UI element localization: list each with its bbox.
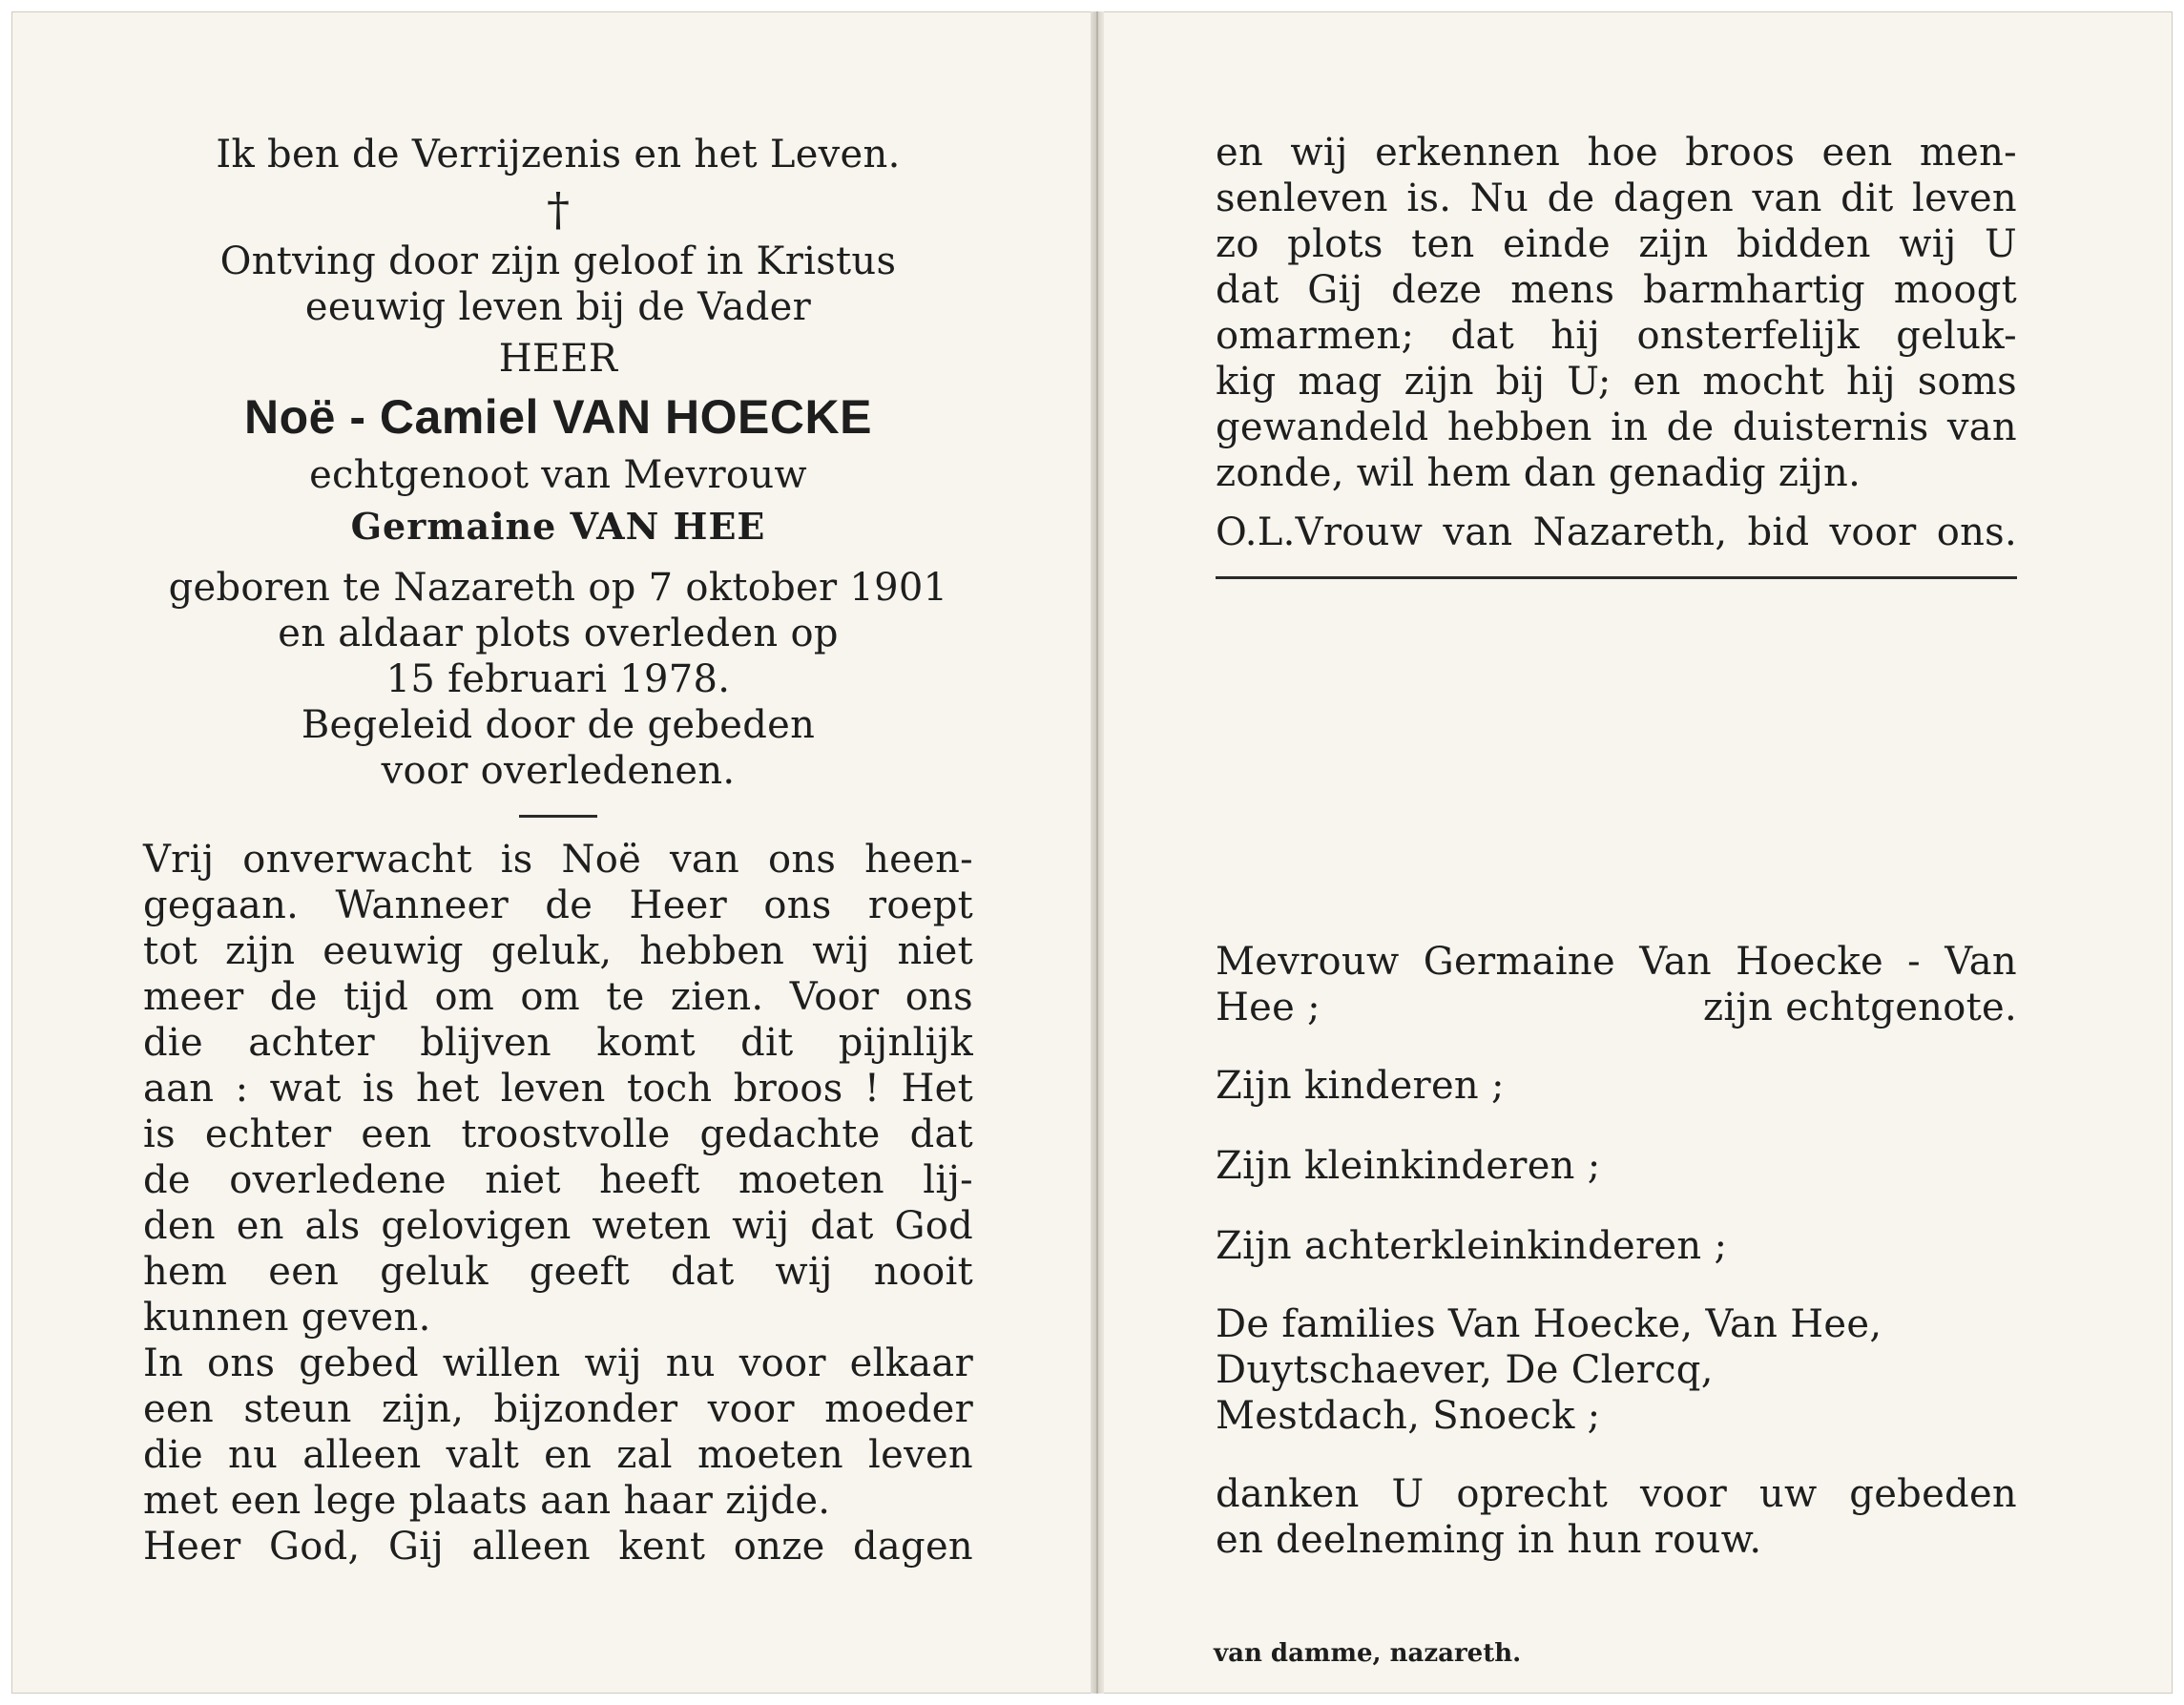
- families-line: Duytschaever, De Clercq,: [1216, 1348, 1714, 1392]
- families-line: De families Van Hoecke, Van Hee,: [1216, 1302, 1882, 1346]
- body-line: meer de tijd om om te zien. Voor ons: [143, 975, 973, 1019]
- body-line: de overledene niet heeft moeten lij-: [143, 1158, 973, 1202]
- prayer-text: [1216, 130, 2017, 555]
- great-grandchildren-line: Zijn achterkleinkinderen ;: [1216, 1224, 1728, 1268]
- thanks-line: danken U oprecht voor uw gebeden: [1216, 1472, 2017, 1516]
- faith-line-1: Ontving door zijn geloof in Kristus: [219, 239, 897, 283]
- scripture-quote: Ik ben de Verrijzenis en het Leven.: [216, 133, 901, 177]
- body-line: In ons gebed willen wij nu voor elkaar: [143, 1341, 973, 1385]
- title-heer: HEER: [498, 337, 618, 381]
- families-list: [1216, 1301, 2017, 1439]
- life-line: 15 februari 1978.: [385, 657, 731, 701]
- cross-symbol: †: [547, 183, 570, 237]
- prayer-line: zo plots ten einde zijn bidden wij U: [1216, 222, 2017, 266]
- body-line: hem een geluk geeft dat wij nooit: [143, 1250, 973, 1294]
- thanks-text: [1216, 1471, 2017, 1563]
- body-line: met een lege plaats aan haar zijde.: [143, 1479, 831, 1523]
- life-line: en aldaar plots overleden op: [278, 612, 839, 655]
- prayer-line: omarmen; dat hij onsterfelijk geluk-: [1216, 314, 2017, 358]
- body-line: Vrij onverwacht is Noë van ons heen-: [143, 838, 973, 882]
- thanks-line: en deelneming in hun rouw.: [1216, 1518, 1762, 1562]
- fold-crease: [1096, 11, 1098, 1694]
- families-line: Mestdach, Snoeck ;: [1216, 1394, 1601, 1438]
- invocation: O.L.Vrouw van Nazareth, bid voor ons.: [1216, 510, 2017, 554]
- life-line: voor overledenen.: [381, 749, 736, 793]
- grandchildren-line: Zijn kleinkinderen ;: [1216, 1144, 1601, 1188]
- prayer-line: dat Gij deze mens barmhartig moogt: [1216, 268, 2017, 312]
- left-panel: [143, 0, 973, 1705]
- spouse-name: Germaine VAN HEE: [350, 505, 766, 548]
- widow-line-2: [1216, 985, 2017, 1030]
- prayer-line: gewandeld hebben in de duisternis van: [1216, 405, 2017, 449]
- body-line: tot zijn eeuwig geluk, hebben wij niet: [143, 929, 973, 973]
- life-line: geboren te Nazareth op 7 oktober 1901: [168, 566, 948, 610]
- body-line: den en als gelovigen weten wij dat God: [143, 1204, 973, 1248]
- body-line: kunnen geven.: [143, 1296, 431, 1340]
- body-line: is echter een troostvolle gedachte dat: [143, 1112, 973, 1156]
- deceased-name: Noë - Camiel VAN HOECKE: [244, 390, 872, 444]
- section-divider: [519, 815, 597, 818]
- double-divider: [1216, 576, 2017, 579]
- body-line: een steun zijn, bijzonder voor moeder: [143, 1387, 973, 1431]
- life-line: Begeleid door de gebeden: [301, 703, 816, 747]
- body-line: aan : wat is het leven toch broos ! Het: [143, 1067, 973, 1111]
- spouse-prefix: echtgenoot van Mevrouw: [309, 453, 807, 497]
- printer-credit: van damme, nazareth.: [1214, 1639, 1522, 1668]
- widow-name-end: Hee ;: [1216, 986, 1321, 1029]
- prayer-line: en wij erkennen hoe broos een men-: [1216, 131, 2017, 175]
- body-paragraph-1: [143, 837, 973, 1341]
- body-line: die achter blijven komt dit pijnlijk: [143, 1021, 973, 1065]
- right-panel: [1212, 0, 2042, 1705]
- prayer-line: zonde, wil hem dan genadig zijn.: [1216, 451, 1862, 495]
- faith-line-2: eeuwig leven bij de Vader: [304, 285, 812, 329]
- prayer-line: senleven is. Nu de dagen van dit leven: [1216, 177, 2017, 220]
- widow-line: Mevrouw Germaine Van Hoecke - Van: [1216, 940, 2017, 984]
- family-section: [1216, 939, 2017, 1563]
- body-line: die nu alleen valt en zal moeten leven: [143, 1433, 973, 1477]
- children-line: Zijn kinderen ;: [1216, 1064, 1505, 1108]
- prayer-line: kig mag zijn bij U; en mocht hij soms: [1216, 360, 2017, 404]
- body-paragraph-2: [143, 1341, 973, 1570]
- body-line: Heer God, Gij alleen kent onze dagen: [143, 1525, 973, 1569]
- body-line: gegaan. Wanneer de Heer ons roept: [143, 884, 973, 927]
- widow-role: zijn echtgenote.: [1702, 986, 2017, 1029]
